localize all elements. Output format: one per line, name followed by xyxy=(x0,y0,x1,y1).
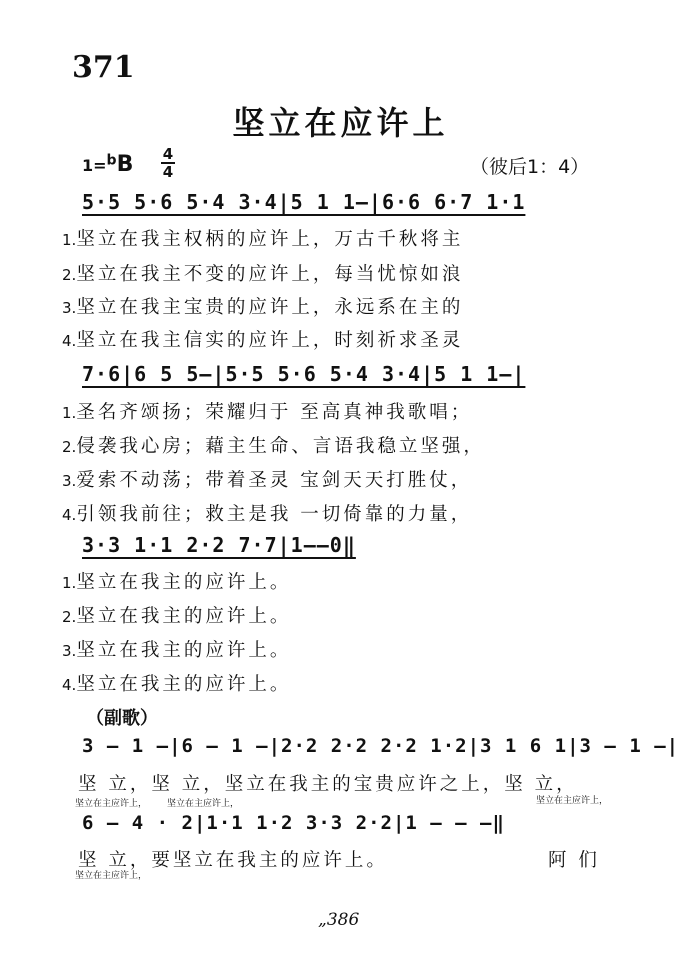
time-bottom: 4 xyxy=(162,163,174,181)
key-label: 1= xyxy=(82,156,107,175)
system2-notes: 7·6|6 5 5–|5·5 5·6 5·4 3·4|5 1 1–| xyxy=(82,362,526,386)
page-number: „386 xyxy=(318,910,360,930)
key-flat: b xyxy=(106,152,117,169)
system3-notes: 3·3 1·1 2·2 7·7|1––0‖ xyxy=(82,533,356,557)
scripture-reference: （彼后1：4） xyxy=(470,156,590,178)
time-signature xyxy=(160,146,176,180)
system1-lyric-1: 1.坚立在我主权柄的应许上，万古千秋将主 xyxy=(62,229,464,250)
system2-lyric-2: 2.侵袭我心房；藉主生命、言语我稳立坚强， xyxy=(62,436,485,457)
system2-lyric-3: 3.爱索不动荡；带着圣灵 宝剑天天打胜仗， xyxy=(62,470,473,491)
chorus-notes-2: 6 – 4 · 2|1·1 1·2 3·3 2·2|1 – – –‖ xyxy=(82,812,505,834)
system1-lyric-4: 4.坚立在我主信实的应许上，时刻祈求圣灵 xyxy=(62,330,464,351)
chorus-label: （副歌） xyxy=(86,708,158,729)
key-signature xyxy=(82,152,133,177)
system1-lyric-2: 2.坚立在我主不变的应许上，每当忧惊如浪 xyxy=(62,264,464,285)
system1-lyric-3: 3.坚立在我主宝贵的应许上，永远系在主的 xyxy=(62,297,464,318)
chorus-small-lyric-1c: 坚立在主应许上， xyxy=(536,796,609,806)
chorus-lyric-1: 坚 立，坚 立，坚立在我主的宝贵应许之上，坚 立， xyxy=(78,774,578,795)
chorus-small-lyric-1a: 坚立在主应许上， xyxy=(75,799,148,809)
system2-lyric-1: 1.圣名齐颂扬；荣耀归于 至高真神我歌唱； xyxy=(62,402,473,423)
system3-lyric-4: 4.坚立在我主的应许上。 xyxy=(62,674,292,695)
system3-lyric-1: 1.坚立在我主的应许上。 xyxy=(62,572,292,593)
key-note: B xyxy=(116,152,134,177)
chorus-notes-1: 3 – 1 –|6 – 1 –|2·2 2·2 2·2 1·2|3 1 6 1|3 – 1 –| xyxy=(82,735,680,757)
time-top: 4 xyxy=(162,145,174,163)
system3-lyric-2: 2.坚立在我主的应许上。 xyxy=(62,606,292,627)
hymn-number: 371 xyxy=(72,50,135,85)
chorus-small-lyric-1b: 坚立在主应许上， xyxy=(167,799,240,809)
system3-lyric-3: 3.坚立在我主的应许上。 xyxy=(62,640,292,661)
system1-notes: 5·5 5·6 5·4 3·4|5 1 1–|6·6 6·7 1·1 xyxy=(82,190,526,214)
chorus-amen: 阿 们 xyxy=(548,850,600,871)
hymn-title: 坚立在应许上 xyxy=(232,104,449,142)
chorus-lyric-2: 坚 立，要坚立在我主的应许上。 xyxy=(78,850,388,871)
system2-lyric-4: 4.引领我前往；救主是我 一切倚靠的力量， xyxy=(62,504,473,525)
chorus-small-lyric-2: 坚立在主应许上， xyxy=(75,871,148,881)
